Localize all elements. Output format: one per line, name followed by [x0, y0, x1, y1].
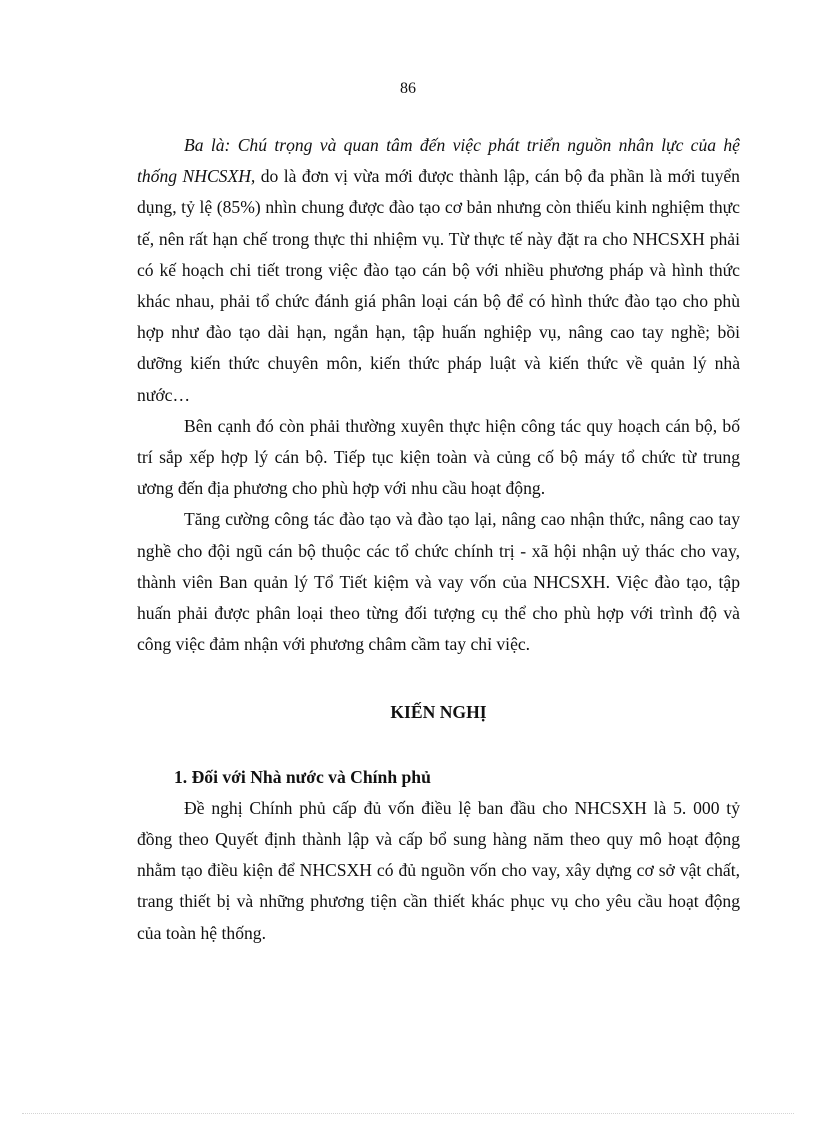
paragraph-text: do là đơn vị vừa mới được thành lập, cán bộ đa phần là mới tuyển dụng, tỷ lệ (85%) nhìn chung được đào tạo cơ bản nhưng còn thiếu kinh nghiệm thực tế, nên rất hạn chế trong thực thi nhiệm vụ. Từ thực tế này đặt ra cho NHCSXH phải có kế hoạch chi tiết trong việc đào tạo cán bộ với nhiều phương pháp và hình thức khác nhau, phải tổ chức đánh giá phân loại cán bộ để có hình thức đào tạo cho phù hợp như đào tạo dài hạn, ngắn hạn, tập huấn nghiệp vụ, nâng cao tay nghề; bồi dưỡng kiến thức chuyên môn, kiến thức pháp luật và kiến thức về quản lý nhà nước… [137, 166, 740, 405]
page-number: 86 [400, 80, 416, 97]
paragraph-staff-development [137, 130, 740, 411]
paragraph-planning: Bên cạnh đó còn phải thường xuyên thực hiện công tác quy hoạch cán bộ, bố trí sắp xếp hợp lý cán bộ. Tiếp tục kiện toàn và củng cố bộ máy tổ chức từ trung ương đến địa phương cho phù hợp với nhu cầu hoạt động. [137, 415, 740, 499]
paragraph-recommendation: Đề nghị Chính phủ cấp đủ vốn điều lệ ban đầu cho NHCSXH là 5. 000 tỷ đồng theo Quyết định thành lập và cấp bổ sung hàng năm theo quy mô hoạt động nhằm tạo điều kiện để NHCSXH có đủ nguồn vốn cho vay, xây dựng cơ sở vật chất, trang thiết bị và những phương tiện cần thiết khác phục vụ cho yêu cầu hoạt động của toàn hệ thống. [137, 797, 740, 943]
footer-divider [22, 1113, 794, 1114]
document-body [137, 130, 740, 949]
section-title: KIẾN NGHỊ [390, 702, 487, 723]
subsection-heading: 1. Đối với Nhà nước và Chính phủ [174, 766, 431, 787]
paragraph-lead-italic: Ba là: Chú trọng và quan tâm đến việc phát triển nguồn nhân lực của hệ thống NHCSXH, [137, 135, 740, 187]
paragraph-training: Tăng cường công tác đào tạo và đào tạo lại, nâng cao nhận thức, nâng cao tay nghề cho đội ngũ cán bộ thuộc các tổ chức chính trị - xã hội nhận uỷ thác cho vay, thành viên Ban quản lý Tổ Tiết kiệm và vay vốn của NHCSXH. Việc đào tạo, tập huấn phải được phân loại theo từng đối tượng cụ thể cho phù hợp với trình độ và công việc đảm nhận với phương châm cầm tay chỉ việc. [137, 509, 740, 655]
